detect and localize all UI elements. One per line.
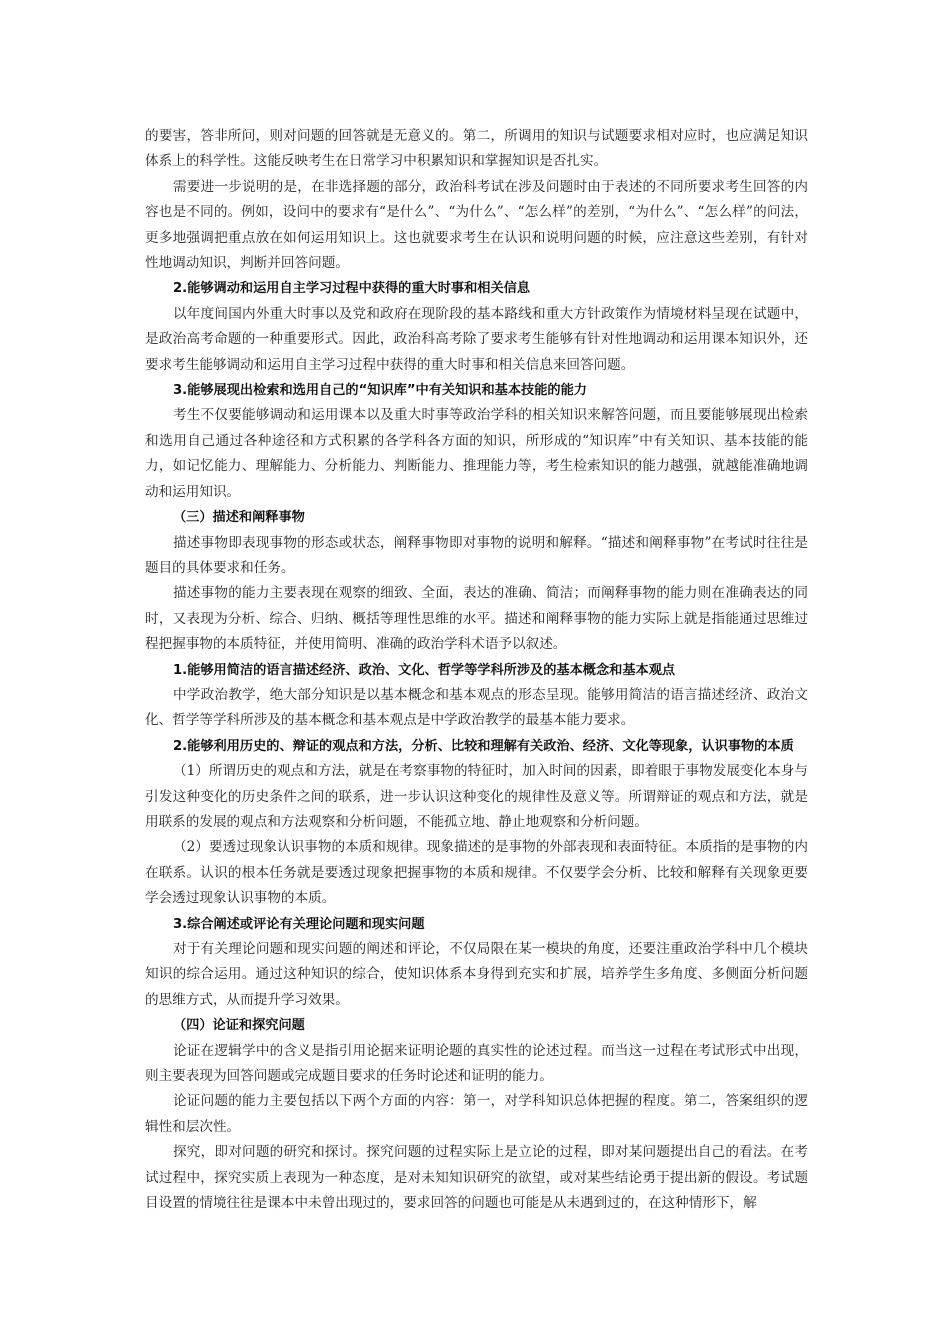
document-page xyxy=(145,124,808,1216)
section-heading: 1.能够用简洁的语言描述经济、政治、文化、哲学等学科所涉及的基本概念和基本观点 xyxy=(173,662,676,678)
paragraph: （1）所谓历史的观点和方法，就是在考察事物的特征时，加入时间的因素，即着眼于事物发展变化本身与引发这种变化的历史条件之间的联系，进一步认识这种变化的规律性及意义等。所谓辩证的观点和方法，就是用联系的发展的观点和方法观察和分析问题，不能孤立地、静止地观察和分析问题。 xyxy=(145,763,808,830)
section-heading: 3.能够展现出检索和选用自己的“知识库”中有关知识和基本技能的能力 xyxy=(173,383,587,399)
paragraph: 论证在逻辑学中的含义是指引用论据来证明论题的真实性的论述过程。而当这一过程在考试形式中出现，则主要表现为回答问题或完成题目要求的任务时论述和证明的能力。 xyxy=(145,1042,808,1085)
section-heading: 3.综合阐述或评论有关理论问题和现实问题 xyxy=(173,916,425,932)
paragraph: 对于有关理论问题和现实问题的阐述和评论，不仅局限在某一模块的角度，还要注重政治学科中几个模块知识的综合运用。通过这种知识的综合，使知识体系本身得到充实和扩展，培养学生多角度、多侧面分析问题的思维方式，从而提升学习效果。 xyxy=(145,941,808,1008)
section-heading: 2.能够利用历史的、辩证的观点和方法，分析、比较和理解有关政治、经济、文化等现象，认识事物的本质 xyxy=(173,738,794,754)
paragraph: 考生不仅要能够调动和运用课本以及重大时事等政治学科的相关知识来解答问题，而且要能够展现出检索和选用自己通过各种途径和方式积累的各学科各方面的知识，所形成的“知识库”中有关知识、基本技能的能力，如记忆能力、理解能力、分析能力、判断能力、推理能力等，考生检索知识的能力越强，就越能准确地调动和运用知识。 xyxy=(145,407,808,500)
paragraph: 描述事物的能力主要表现在观察的细致、全面，表达的准确、简洁；而阐释事物的能力则在准确表达的同时，又表现为分析、综合、归纳、概括等理性思维的水平。描述和阐释事物的能力实际上就是指能通过思维过程把握事物的本质特征，并使用简明、准确的政治学科术语予以叙述。 xyxy=(145,585,808,653)
paragraph: 中学政治教学，绝大部分知识是以基本概念和基本观点的形态呈现。能够用简洁的语言描述经济、政治文化、哲学等学科所涉及的基本概念和基本观点是中学政治教学的最基本能力要求。 xyxy=(145,686,808,729)
section-heading: （四）论证和探究问题 xyxy=(173,1018,305,1034)
paragraph: 描述事物即表现事物的形态或状态，阐释事物即对事物的说明和解释。“描述和阐释事物”在考试时往往是题目的具体要求和任务。 xyxy=(145,534,808,576)
paragraph: 论证问题的能力主要包括以下两个方面的内容：第一，对学科知识总体把握的程度。第二，答案组织的逻辑性和层次性。 xyxy=(145,1093,808,1135)
paragraph: 探究，即对问题的研究和探讨。探究问题的过程实际上是立论的过程，即对某问题提出自己的看法。在考试过程中，探究实质上表现为一种态度，是对未知知识研究的欲望，或对某些结论勇于提出新的假设。考试题目设置的情境往往是课本中未曾出现过的，要求回答的问题也可能是从未遇到过的，在这种情形下，解 xyxy=(145,1144,808,1212)
section-heading: （三）描述和阐释事物 xyxy=(173,510,305,526)
paragraph: 的要害，答非所问，则对问题的回答就是无意义的。第二，所调用的知识与试题要求相对应时，也应满足知识体系上的科学性。这能反映考生在日常学习中积累知识和掌握知识是否扎实。 xyxy=(145,128,808,170)
section-heading: 2.能够调动和运用自主学习过程中获得的重大时事和相关信息 xyxy=(173,281,531,297)
paragraph: （2）要透过现象认识事物的本质和规律。现象描述的是事物的外部表现和表面特征。本质指的是事物的内在联系。认识的根本任务就是要透过现象把握事物的本质和规律。不仅要学会分析、比较和解释有关现象更要学会透过现象认识事物的本质。 xyxy=(145,839,808,907)
paragraph: 以年度间国内外重大时事以及党和政府在现阶段的基本路线和重大方针政策作为情境材料呈现在试题中，是政治高考命题的一种重要形式。因此，政治科高考除了要求考生能够有针对性地调动和运用课本知识外，还要求考生能够调动和运用自主学习过程中获得的重大时事和相关信息来回答问题。 xyxy=(145,305,808,373)
paragraph: 需要进一步说明的是，在非选择题的部分，政治科考试在涉及问题时由于表述的不同所要求考生回答的内容也是不同的。例如，设问中的要求有“是什么”、“为什么”、“怎么样”的差别，“为什么”、“怎么样”的问法，更多地强调把重点放在如何运用知识上。这也就要求考生在认识和说明问题的时候，应注意这些差别，有针对性地调动知识，判断并回答问题。 xyxy=(145,178,808,272)
